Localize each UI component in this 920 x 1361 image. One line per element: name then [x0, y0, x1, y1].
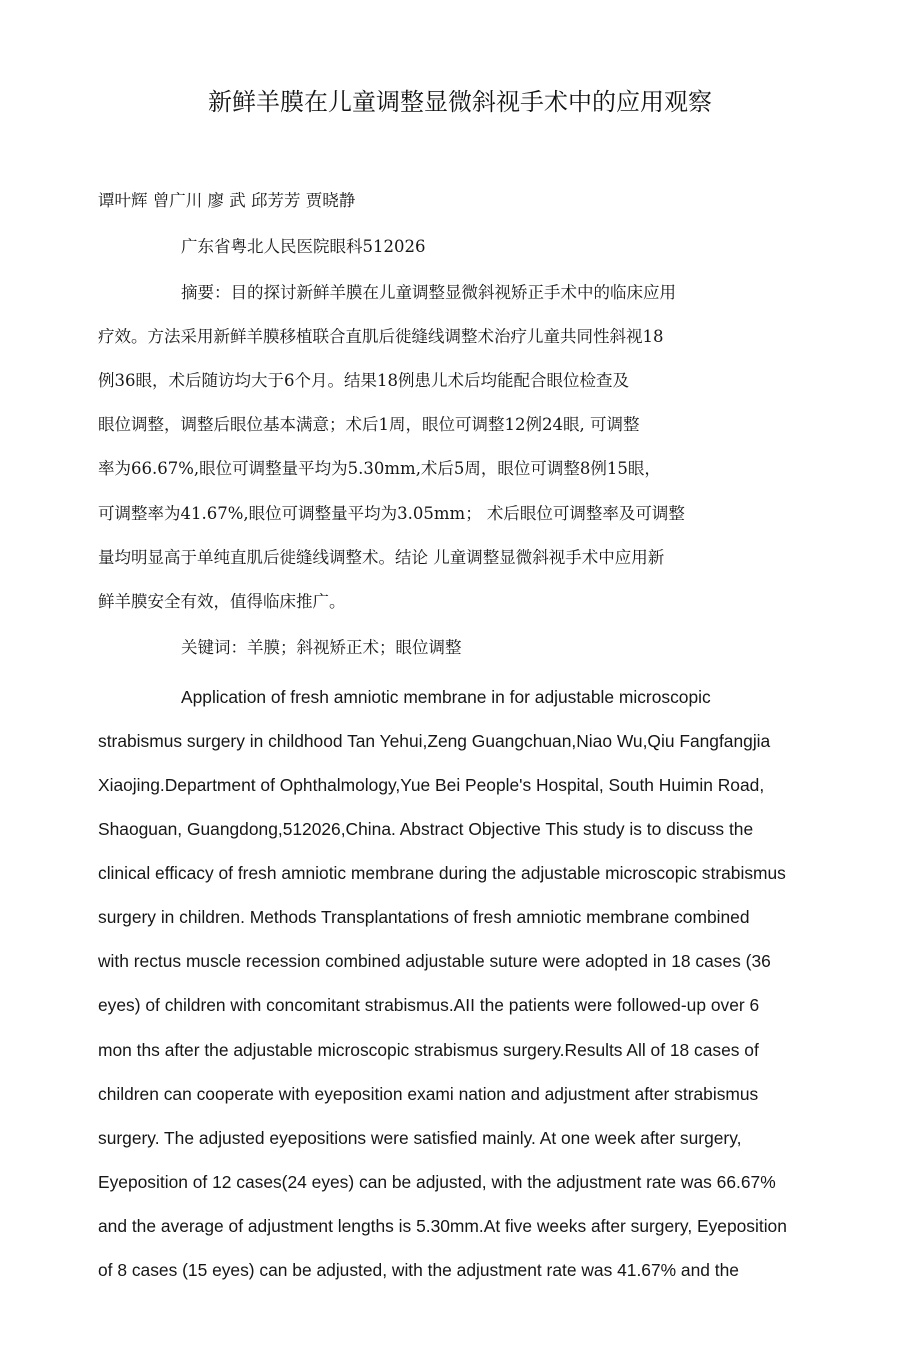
- abstract-cn-line: 量均明显高于单纯直肌后徙缝线调整术。结论 儿童调整显微斜视手术中应用新: [98, 548, 665, 567]
- abstract-cn-line: 摘要：目的探讨新鲜羊膜在儿童调整显微斜视矫正手术中的临床应用: [181, 283, 676, 302]
- abstract-cn-line: 鲜羊膜安全有效，值得临床推广。: [98, 592, 346, 611]
- abstract-en-line: surgery. The adjusted eyepositions were satisfied mainly. At one week after surgery,: [98, 1128, 742, 1148]
- keywords: 关键词：羊膜；斜视矫正术；眼位调整: [181, 638, 462, 657]
- abstract-cn-line: 疗效。方法采用新鲜羊膜移植联合直肌后徙缝线调整术治疗儿童共同性斜视18: [98, 327, 664, 346]
- abstract-cn-line: 率为66.67%,眼位可调整量平均为5.30mm,术后5周，眼位可调整8例15眼，: [98, 459, 661, 478]
- abstract-cn-line: 可调整率为41.67%,眼位可调整量平均为3.05mm； 术后眼位可调整率及可调整: [98, 504, 685, 523]
- abstract-en-line: with rectus muscle recession combined adjustable suture were adopted in 18 cases (36: [98, 951, 771, 971]
- abstract-en-line: children can cooperate with eyeposition exami nation and adjustment after strabismus: [98, 1084, 759, 1104]
- abstract-en-line: eyes) of children with concomitant strabismus.AII the patients were followed-up over 6: [98, 995, 760, 1015]
- abstract-en-line: strabismus surgery in childhood Tan Yehui,Zeng Guangchuan,Niao Wu,Qiu Fangfangjia: [98, 731, 771, 751]
- abstract-en-line: clinical efficacy of fresh amniotic membrane during the adjustable microscopic strabismus: [98, 863, 786, 883]
- abstract-en-line: mon ths after the adjustable microscopic strabismus surgery.Results All of 18 cases of: [98, 1040, 759, 1060]
- abstract-cn-line: 例36眼，术后随访均大于6个月。结果18例患儿术后均能配合眼位检查及: [98, 371, 629, 390]
- abstract-en-line: Xiaojing.Department of Ophthalmology,Yue Bei People's Hospital, South Huimin Road,: [98, 775, 765, 795]
- author-list: 谭叶辉 曾广川 廖 武 邱芳芳 贾晓静: [98, 191, 356, 210]
- abstract-en-line: Eyeposition of 12 cases(24 eyes) can be adjusted, with the adjustment rate was 66.67%: [98, 1172, 776, 1192]
- abstract-en-line: Application of fresh amniotic membrane in for adjustable microscopic: [181, 687, 711, 707]
- abstract-en-line: and the average of adjustment lengths is 5.30mm.At five weeks after surgery, Eyeposition: [98, 1216, 787, 1236]
- abstract-en-line: surgery in children. Methods Transplantations of fresh amniotic membrane combined: [98, 907, 750, 927]
- abstract-cn-line: 眼位调整，调整后眼位基本满意；术后1周，眼位可调整12例24眼, 可调整: [98, 415, 640, 434]
- affiliation: 广东省粤北人民医院眼科512026: [181, 237, 426, 256]
- abstract-en-line: of 8 cases (15 eyes) can be adjusted, with the adjustment rate was 41.67% and the: [98, 1260, 739, 1280]
- abstract-en-line: Shaoguan, Guangdong,512026,China. Abstract Objective This study is to discuss the: [98, 819, 754, 839]
- paper-title: 新鲜羊膜在儿童调整显微斜视手术中的应用观察: [208, 88, 712, 116]
